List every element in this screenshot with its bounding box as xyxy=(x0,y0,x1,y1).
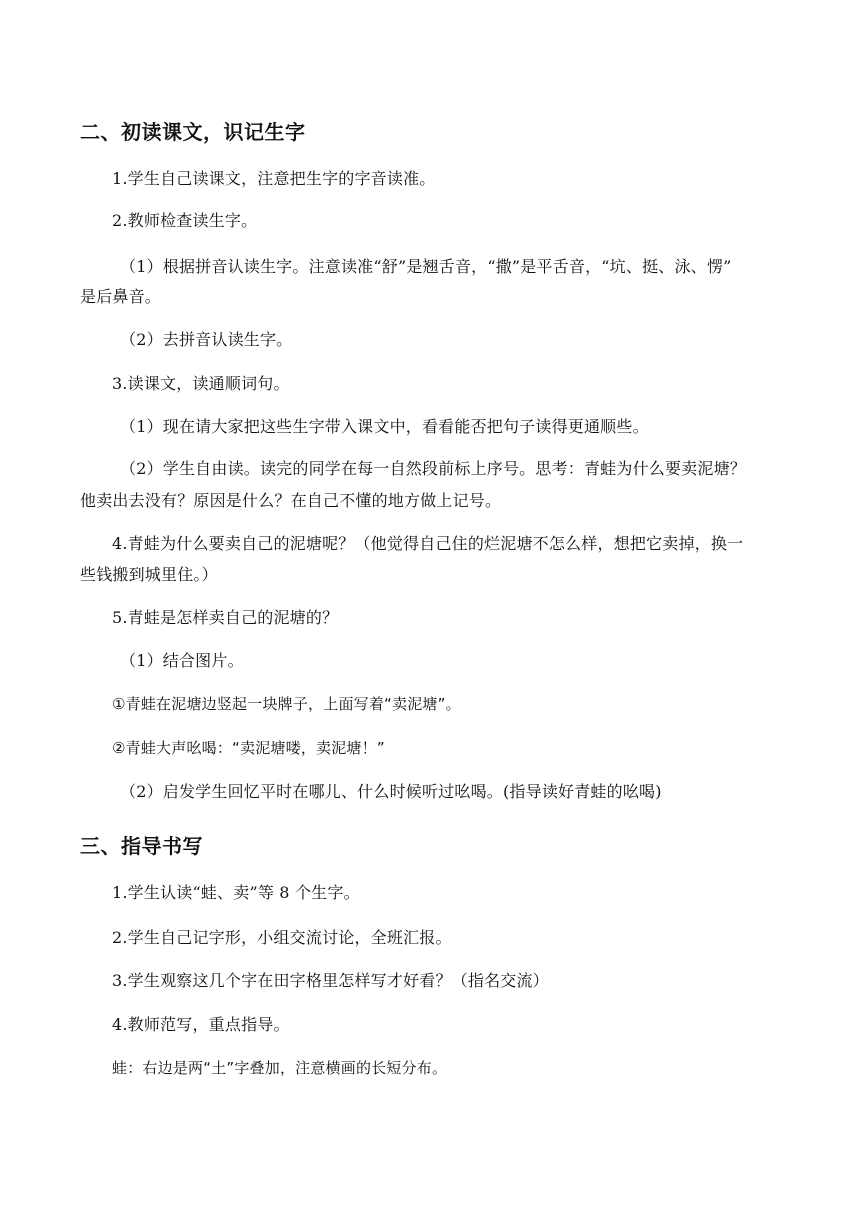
paragraph: ①青蛙在泥塘边竖起一块牌子，上面写着“卖泥塘”。 xyxy=(112,695,461,713)
paragraph: 4.教师范写，重点指导。 xyxy=(112,1015,290,1034)
paragraph: （1）现在请大家把这些生字带入课文中，看看能否把句子读得更通顺些。 xyxy=(120,417,649,436)
paragraph: （2）启发学生回忆平时在哪儿、什么时候听过吆喝。(指导读好青蛙的吆喝) xyxy=(120,782,662,801)
paragraph: 1.学生自己读课文，注意把生字的字音读准。 xyxy=(112,169,436,188)
paragraph-continuation: 他卖出去没有？原因是什么？在自己不懂的地方做上记号。 xyxy=(80,491,502,510)
paragraph-continuation: 些钱搬到城里住。） xyxy=(80,565,218,584)
paragraph: 3.读课文，读通顺词句。 xyxy=(112,374,290,393)
paragraph: 5.青蛙是怎样卖自己的泥塘的？ xyxy=(112,608,339,627)
paragraph-continuation: 是后鼻音。 xyxy=(80,287,162,306)
paragraph: （1）根据拼音认读生字。注意读准“舒”是翘舌音，“撒”是平舌音，“坑、挺、泳、愣” xyxy=(120,257,732,276)
paragraph: 1.学生认读“蛙、卖”等 8 个生字。 xyxy=(112,883,360,902)
paragraph: 3.学生观察这几个字在田字格里怎样写才好看？（指名交流） xyxy=(112,971,549,990)
section-heading-3: 三、指导书写 xyxy=(80,834,203,858)
paragraph: 2.学生自己记字形，小组交流讨论，全班汇报。 xyxy=(112,928,452,947)
paragraph: ②青蛙大声吆喝：“卖泥塘喽，卖泥塘！” xyxy=(112,739,385,757)
paragraph: 2.教师检查读生字。 xyxy=(112,211,258,230)
paragraph: （1）结合图片。 xyxy=(120,651,244,670)
paragraph: 4.青蛙为什么要卖自己的泥塘呢？（他觉得自己住的烂泥塘不怎么样，想把它卖掉，换一 xyxy=(112,534,744,553)
section-heading-2: 二、初读课文，识记生字 xyxy=(80,120,306,144)
paragraph: （2）学生自由读。读完的同学在每一自然段前标上序号。思考：青蛙为什么要卖泥塘？ xyxy=(120,459,746,478)
paragraph: （2）去拼音认读生字。 xyxy=(120,330,293,349)
paragraph: 蛙：右边是两“土”字叠加，注意横画的长短分布。 xyxy=(112,1059,448,1077)
